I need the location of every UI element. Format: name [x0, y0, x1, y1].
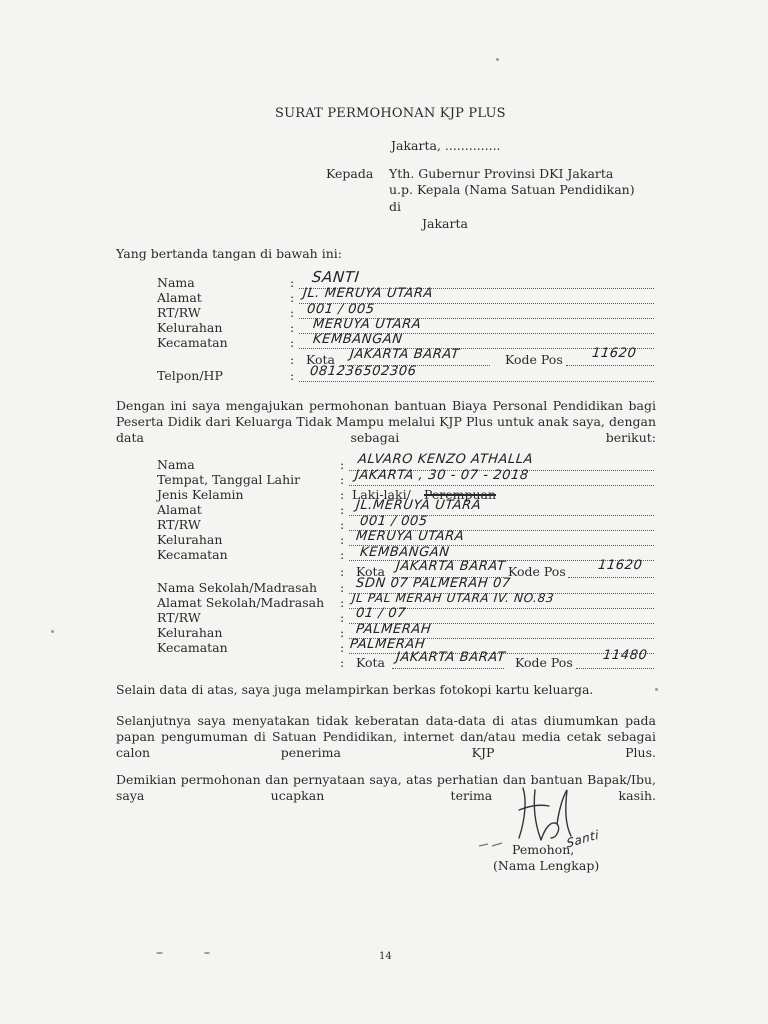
scan-speck [204, 952, 210, 954]
colon: : [340, 457, 345, 472]
addressee-line-3: di [389, 199, 401, 214]
applicant-kelurahan-value: MERUYA UTARA [312, 317, 423, 332]
scan-speck [51, 630, 54, 633]
child-kota-value: JAKARTA BARAT [395, 559, 507, 574]
colon: : [340, 580, 345, 595]
applicant-alamat-label: Alamat [157, 290, 202, 305]
statement-paragraph: Selanjutnya saya menyatakan tidak keberatan data-data di atas diumumkan pada papan pengumuman di Satuan Pendidikan, internet dan/atau media cetak sebagai calon penerima KJP Plus. [116, 713, 656, 760]
scan-speck [156, 952, 163, 954]
child-nama-label: Nama [157, 457, 195, 472]
child-kecamatan-label: Kecamatan [157, 547, 228, 562]
child-rtrw2-label: RT/RW [157, 610, 201, 625]
child-jk-option-female-struck: Perempuan [424, 487, 497, 502]
applicant-kecamatan-label: Kecamatan [157, 335, 228, 350]
child-ttl-label: Tempat, Tanggal Lahir [157, 472, 301, 487]
child-kelurahan-value: MERUYA UTARA [355, 529, 466, 544]
colon: : [340, 472, 345, 487]
child-kecamatan-value: KEMBANGAN [359, 545, 451, 560]
child-kelurahan2-label: Kelurahan [157, 625, 223, 640]
fill-line [576, 668, 654, 669]
colon: : [340, 547, 345, 562]
child-rtrw2-value: 01 / 07 [355, 606, 407, 621]
signature-handwritten-name: Santi [565, 827, 600, 851]
colon: : [340, 625, 345, 640]
child-kodepos-label: Kode Pos [508, 564, 566, 579]
colon: : [340, 595, 345, 610]
applicant-alamat-value: JL. MERUYA UTARA [302, 286, 434, 301]
colon: : [290, 335, 295, 350]
applicant-kota-value: JAKARTA BARAT [349, 347, 461, 362]
colon: : [340, 517, 345, 532]
child-nama-value: ALVARO KENZO ATHALLA [357, 452, 534, 467]
applicant-telpon-label: Telpon/HP [157, 368, 223, 383]
child-kodepos-value: 11620 [597, 558, 644, 573]
child-sekolah-value: SDN 07 PALMERAH 07 [355, 576, 512, 591]
colon: : [290, 368, 295, 383]
colon: : [340, 655, 345, 670]
child-kecamatan2-value: PALMERAH [349, 637, 427, 652]
scan-speck [496, 58, 499, 61]
closing-paragraph: Demikian permohonan dan pernyataan saya, atas perhatian dan bantuan Bapak/Ibu, saya ucapkan terima kasih. [116, 772, 656, 803]
child-kodepos2-value: 11480 [602, 648, 649, 663]
child-alamat-sekolah-label: Alamat Sekolah/Madrasah [157, 595, 325, 610]
child-kota2-label: Kota [356, 655, 386, 670]
fill-line [349, 485, 654, 486]
kepada-label: Kepada [326, 166, 374, 181]
attachment-paragraph: Selain data di atas, saya juga melampirkan berkas fotokopi kartu keluarga. [116, 682, 594, 697]
colon: : [340, 487, 345, 502]
colon: : [340, 502, 345, 517]
applicant-kecamatan-value: KEMBANGAN [312, 332, 404, 347]
addressee-line-2: u.p. Kepala (Nama Satuan Pendidikan) [389, 182, 635, 197]
fill-line [299, 381, 654, 382]
intro-text: Yang bertanda tangan di bawah ini: [116, 246, 342, 261]
colon: : [290, 275, 295, 290]
colon: : [340, 640, 345, 655]
colon: : [290, 320, 295, 335]
nama-lengkap-placeholder: (Nama Lengkap) [493, 858, 600, 873]
date-line: Jakarta, .............. [391, 138, 501, 153]
applicant-kodepos-value: 11620 [591, 346, 638, 361]
child-alamat-sekolah-value: JL PAL MERAH UTARA IV. NO.83 [351, 591, 555, 605]
child-jk-label: Jenis Kelamin [157, 487, 244, 502]
pen-stroke-mark [478, 840, 504, 850]
colon: : [290, 305, 295, 320]
colon: : [290, 352, 295, 367]
document-title: SURAT PERMOHONAN KJP PLUS [275, 106, 506, 121]
applicant-kelurahan-label: Kelurahan [157, 320, 223, 335]
child-sekolah-label: Nama Sekolah/Madrasah [157, 580, 318, 595]
child-rtrw-label: RT/RW [157, 517, 201, 532]
applicant-kota-label: Kota [306, 352, 336, 367]
child-kelurahan-label: Kelurahan [157, 532, 223, 547]
child-alamat-label: Alamat [157, 502, 202, 517]
child-alamat-value: JL.MERUYA UTARA [355, 498, 483, 513]
applicant-nama-value: SANTI [311, 268, 361, 286]
scan-speck [655, 688, 658, 691]
child-ttl-value: JAKARTA , 30 - 07 - 2018 [354, 468, 530, 483]
fill-line [568, 577, 654, 578]
fill-line [392, 668, 504, 669]
colon: : [340, 564, 345, 579]
child-kota-label: Kota [356, 564, 386, 579]
colon: : [290, 290, 295, 305]
child-kecamatan2-label: Kecamatan [157, 640, 228, 655]
child-jk-option-male: Laki-laki/ [352, 487, 411, 502]
child-kota2-value: JAKARTA BARAT [395, 650, 507, 665]
child-rtrw-value: 001 / 005 [359, 514, 429, 529]
child-kelurahan2-value: PALMERAH [355, 622, 433, 637]
page-number: 14 [379, 951, 392, 962]
addressee-line-1: Yth. Gubernur Provinsi DKI Jakarta [389, 166, 614, 181]
colon: : [340, 610, 345, 625]
applicant-nama-label: Nama [157, 275, 195, 290]
fill-line [566, 365, 654, 366]
applicant-rtrw-value: 001 / 005 [306, 302, 376, 317]
pemohon-label: Pemohon, [512, 842, 575, 857]
applicant-kodepos-label: Kode Pos [505, 352, 563, 367]
request-paragraph: Dengan ini saya mengajukan permohonan bantuan Biaya Personal Pendidikan bagi Peserta Didik dari Keluarga Tidak Mampu melalui KJP Plus untuk anak saya, dengan data sebagai berikut: [116, 398, 656, 445]
applicant-rtrw-label: RT/RW [157, 305, 201, 320]
applicant-telpon-value: 081236502306 [309, 364, 418, 379]
child-kodepos2-label: Kode Pos [515, 655, 573, 670]
addressee-line-4: Jakarta [422, 216, 468, 231]
colon: : [340, 532, 345, 547]
